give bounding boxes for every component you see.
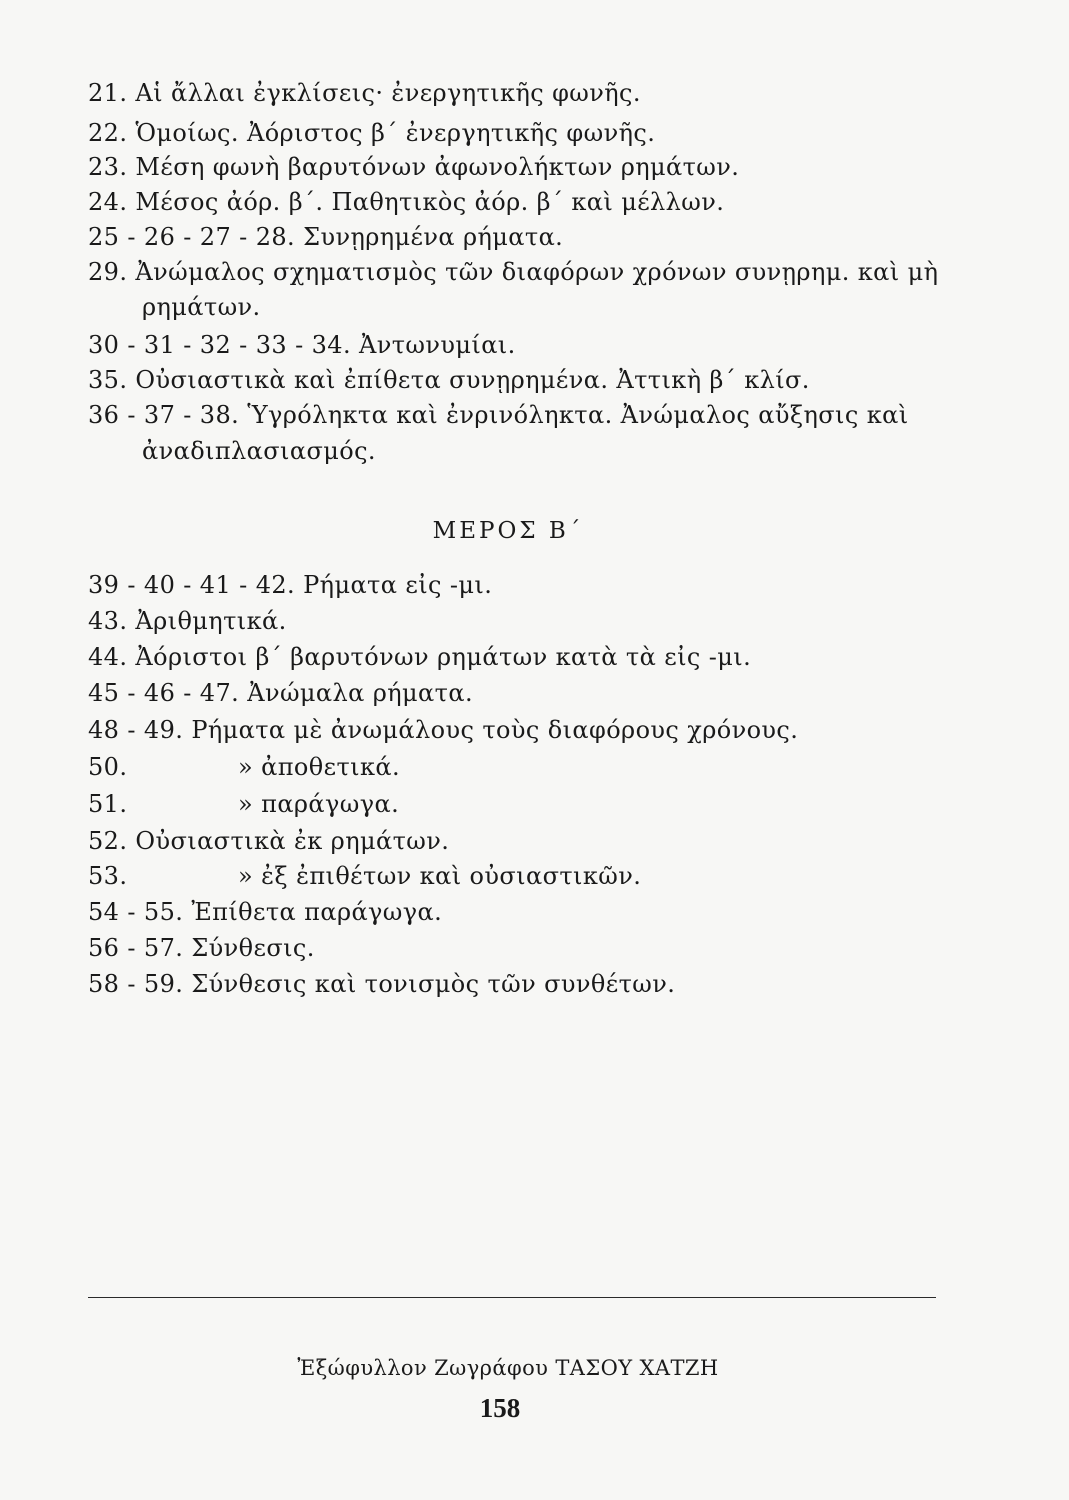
toc-entry (88, 222, 563, 252)
toc-entry (88, 330, 516, 360)
entry-number: 56 - 57. (88, 934, 184, 962)
entry-number: 43. (88, 607, 128, 635)
toc-entry (88, 752, 400, 782)
toc-entry (88, 861, 641, 891)
entry-number: 53. (88, 862, 128, 890)
entry-text: Οὐσιαστικὰ ἐκ ρημάτων. (135, 827, 450, 855)
entry-number: 21. (88, 79, 128, 107)
toc-entry (88, 715, 798, 745)
toc-entry (88, 642, 751, 672)
entry-text: Ὁμοίως. Ἀόριστος β΄ ἐνεργητικῆς φωνῆς. (135, 119, 656, 147)
entry-text: Ἀντωνυμίαι. (359, 331, 516, 359)
toc-entry (88, 152, 739, 182)
horizontal-rule (88, 1297, 936, 1298)
entry-number: 51. (88, 790, 128, 818)
toc-entry (88, 606, 287, 636)
entry-number: 22. (88, 119, 128, 147)
entry-number: 58 - 59. (88, 970, 184, 998)
toc-entry (88, 969, 675, 999)
toc-entry-continuation (142, 436, 376, 466)
entry-number: 52. (88, 827, 128, 855)
entry-text: Σύνθεσις καὶ τονισμὸς τῶν συνθέτων. (191, 970, 676, 998)
toc-entry-continuation (142, 292, 261, 322)
entry-text: ρημάτων. (142, 293, 261, 321)
entry-text: Μέση φωνὴ βαρυτόνων ἀφωνολήκτων ρημάτων. (135, 153, 740, 181)
entry-text: Αἱ ἄλλαι ἐγκλίσεις· ἐνεργητικῆς φωνῆς. (135, 79, 641, 107)
entry-text: » ἐξ ἐπιθέτων καὶ οὐσιαστικῶν. (238, 862, 642, 890)
entry-text: Ἀνώμαλος σχηματισμὸς τῶν διαφόρων χρόνων συνῃρημ. καὶ μὴ (135, 258, 939, 286)
toc-entry (88, 933, 315, 963)
entry-number: 24. (88, 188, 128, 216)
entry-number: 35. (88, 366, 128, 394)
entry-number: 30 - 31 - 32 - 33 - 34. (88, 331, 351, 359)
toc-entry (88, 365, 810, 395)
entry-number: 39 - 40 - 41 - 42. (88, 571, 296, 599)
entry-number: 23. (88, 153, 128, 181)
section-heading: ΜΕΡΟΣ Β΄ (432, 518, 584, 544)
toc-entry (88, 789, 399, 819)
entry-text: Ρήματα μὲ ἀνωμάλους τοὺς διαφόρους χρόνους. (191, 716, 799, 744)
toc-entry (88, 78, 641, 108)
toc-entry (88, 400, 909, 430)
toc-entry (88, 678, 473, 708)
cover-credit: Ἐξώφυλλον Ζωγράφου ΤΑΣΟΥ ΧΑΤΖΗ (297, 1356, 719, 1380)
entry-number: 54 - 55. (88, 898, 184, 926)
entry-text: Ἀόριστοι β΄ βαρυτόνων ρημάτων κατὰ τὰ εἰς -μι. (135, 643, 752, 671)
entry-text: Ἀνώμαλα ρήματα. (247, 679, 473, 707)
entry-text: Ἀριθμητικά. (135, 607, 287, 635)
entry-number: 36 - 37 - 38. (88, 401, 240, 429)
entry-text: Συνῃρημένα ρήματα. (303, 223, 564, 251)
entry-number: 50. (88, 753, 128, 781)
toc-entry (88, 257, 938, 287)
entry-text: Ὑγρόληκτα καὶ ἐνρινόληκτα. Ἀνώμαλος αὔξησις καὶ (247, 401, 909, 429)
entry-text: ἀναδιπλασιασμός. (142, 437, 376, 465)
entry-number: 25 - 26 - 27 - 28. (88, 223, 296, 251)
entry-text: Ρήματα εἰς -μι. (303, 571, 493, 599)
entry-text: » παράγωγα. (238, 790, 400, 818)
entry-number: 29. (88, 258, 128, 286)
entry-text: Μέσος ἀόρ. β΄. Παθητικὸς ἀόρ. β΄ καὶ μέλλων. (135, 188, 725, 216)
toc-entry (88, 897, 442, 927)
toc-entry (88, 118, 655, 148)
entry-number: 44. (88, 643, 128, 671)
entry-text: Σύνθεσις. (191, 934, 315, 962)
page-number: 158 (479, 1393, 521, 1423)
entry-text: Ἐπίθετα παράγωγα. (191, 898, 443, 926)
entry-number: 48 - 49. (88, 716, 184, 744)
toc-entry (88, 570, 492, 600)
entry-text: Οὐσιαστικὰ καὶ ἐπίθετα συνῃρημένα. Ἀττικὴ β΄ κλίσ. (135, 366, 810, 394)
toc-entry (88, 187, 724, 217)
entry-number: 45 - 46 - 47. (88, 679, 240, 707)
entry-text: » ἀποθετικά. (238, 753, 400, 781)
toc-entry (88, 826, 449, 856)
